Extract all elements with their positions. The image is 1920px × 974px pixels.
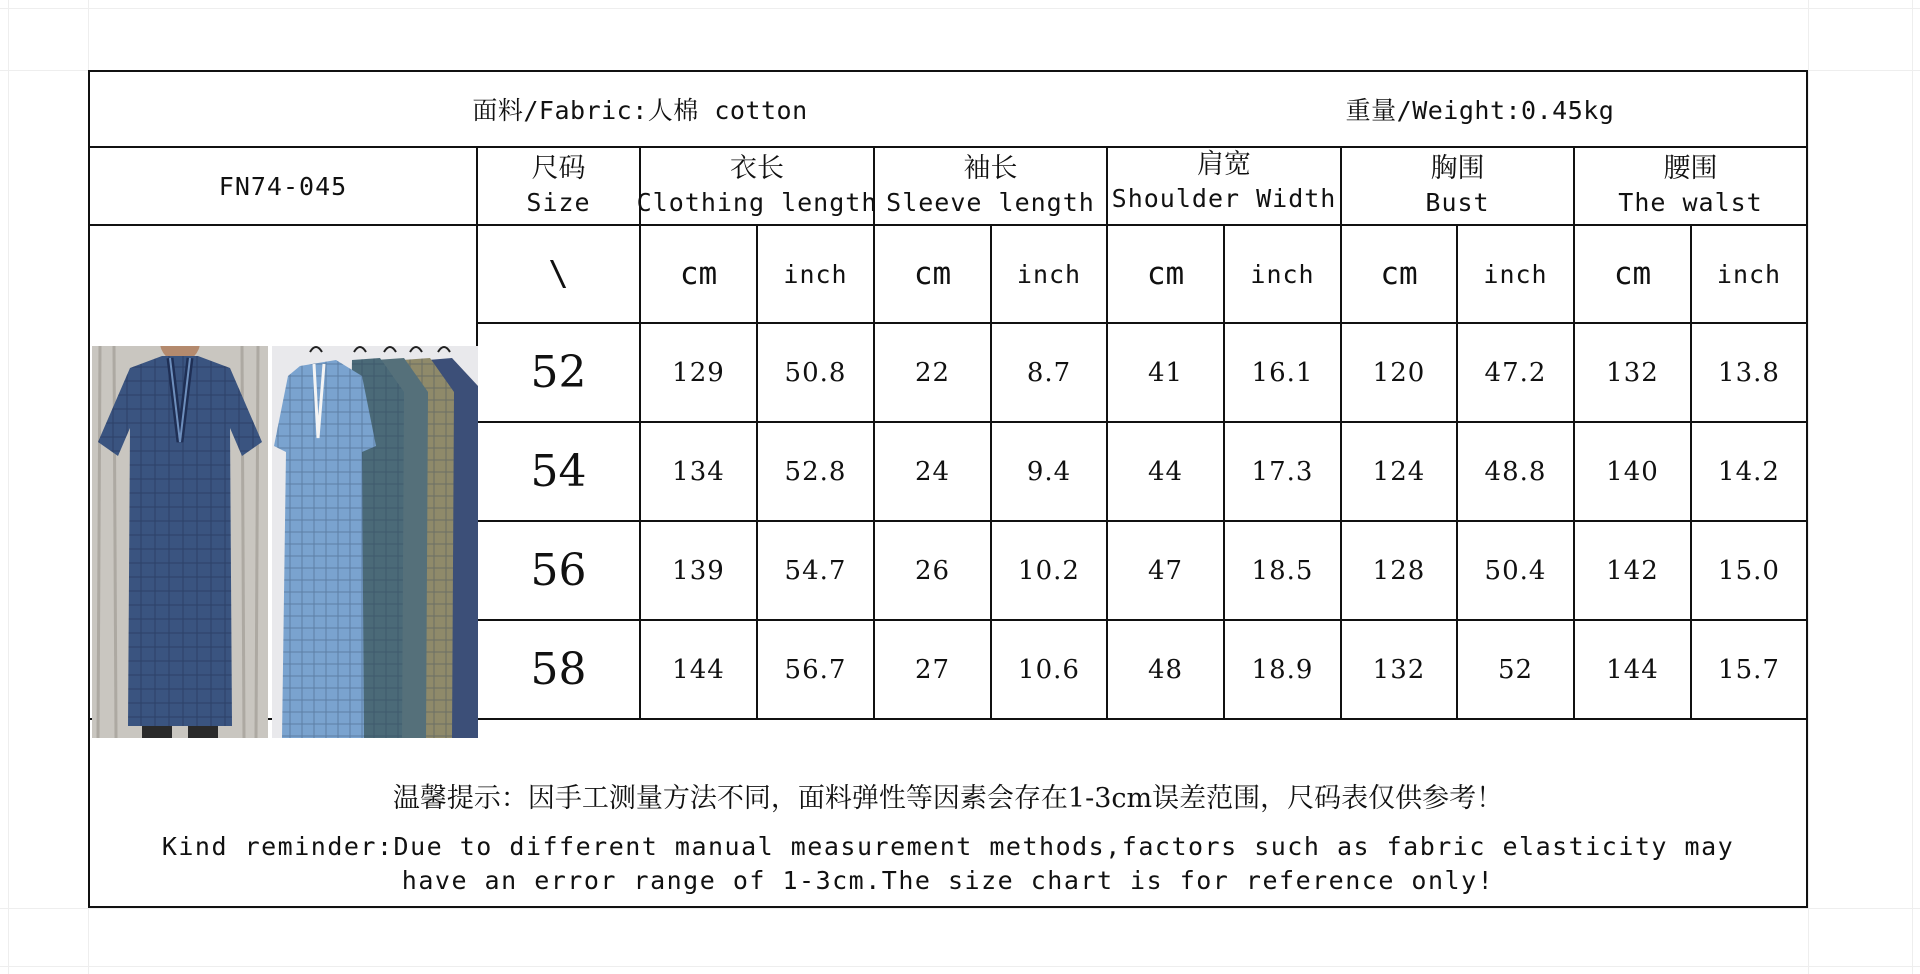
col-header-en: Clothing length <box>636 188 878 217</box>
unit-inch: inch <box>1716 259 1782 289</box>
unit-inch: inch <box>1250 259 1315 289</box>
col-header-shoulder-width <box>1108 144 1340 220</box>
measurement-value: 22 <box>914 357 951 388</box>
measurement-value: 54.7 <box>784 555 847 586</box>
measurement-value: 44 <box>1147 456 1184 487</box>
measurement-value: 15.0 <box>1718 555 1780 586</box>
measurement-value: 52.8 <box>784 456 847 487</box>
measurement-value: 128 <box>1372 555 1426 586</box>
size-value: 52 <box>530 347 587 398</box>
measurement-value: 144 <box>672 654 725 685</box>
unit-cm: cm <box>1613 256 1652 292</box>
measurement-value: 18.5 <box>1251 555 1314 586</box>
measurement-value: 26 <box>914 555 951 586</box>
reminder-zh: 温馨提示：因手工测量方法不同，面料弹性等因素会存在1-3cm误差范围，尺码表仅供参考！ <box>392 783 1504 814</box>
measurement-value: 8.7 <box>1026 357 1072 388</box>
col-header-zh: 胸围 <box>1430 153 1485 184</box>
size-value: 58 <box>530 644 587 695</box>
col-header-sleeve-length <box>875 148 1106 224</box>
unit-cm: cm <box>1380 256 1418 292</box>
measurement-value: 50.4 <box>1484 555 1547 586</box>
measurement-value: 16.1 <box>1251 357 1314 388</box>
measurement-value: 142 <box>1606 555 1659 586</box>
unit-inch: inch <box>1016 259 1082 289</box>
measurement-value: 41 <box>1147 357 1184 388</box>
measurement-value: 48.8 <box>1484 456 1547 487</box>
measurement-value: 13.8 <box>1718 357 1780 388</box>
measurement-value: 24 <box>914 456 951 487</box>
unit-inch: inch <box>783 259 848 289</box>
product-photo <box>92 346 478 738</box>
col-header-clothing-length <box>636 148 878 224</box>
col-header-en: Shoulder Width <box>1111 184 1337 213</box>
col-header-zh: 袖长 <box>963 153 1018 184</box>
measurement-value: 140 <box>1606 456 1659 487</box>
kind-reminder <box>90 740 1806 906</box>
weight-label: 重量/Weight:0.45kg <box>1345 96 1615 125</box>
col-header-zh: 腰围 <box>1663 153 1718 184</box>
measurement-value: 9.4 <box>1026 456 1072 487</box>
measurement-value: 134 <box>672 456 725 487</box>
col-header-zh: 肩宽 <box>1197 149 1251 180</box>
measurement-value: 27 <box>914 654 951 685</box>
unit-cm: cm <box>913 256 952 292</box>
measurement-value: 129 <box>672 357 725 388</box>
measurement-value: 18.9 <box>1251 654 1314 685</box>
measurement-value: 48 <box>1147 654 1184 685</box>
measurement-value: 15.7 <box>1718 654 1780 685</box>
measurement-value: 47.2 <box>1484 357 1547 388</box>
size-unit-slash: \ <box>548 254 569 294</box>
measurement-value: 124 <box>1372 456 1426 487</box>
model-code: FN74-045 <box>218 171 348 201</box>
col-header-waist <box>1575 148 1806 224</box>
measurement-value: 10.6 <box>1018 654 1080 685</box>
size-value: 56 <box>530 545 587 596</box>
measurement-value: 139 <box>672 555 725 586</box>
measurement-value: 144 <box>1606 654 1659 685</box>
col-header-zh: 衣长 <box>730 153 784 184</box>
reminder-en-line2: have an error range of 1-3cm.The size chart is for reference only! <box>401 866 1495 895</box>
size-value: 54 <box>530 446 587 497</box>
col-header-size <box>478 148 639 224</box>
measurement-value: 52 <box>1497 654 1534 685</box>
measurement-value: 17.3 <box>1251 456 1314 487</box>
col-header-bust <box>1342 148 1573 224</box>
unit-inch: inch <box>1483 259 1548 289</box>
unit-cm: cm <box>679 256 718 292</box>
unit-cm: cm <box>1146 256 1185 292</box>
measurement-value: 132 <box>1606 357 1659 388</box>
measurement-value: 56.7 <box>784 654 847 685</box>
measurement-value: 47 <box>1147 555 1184 586</box>
fabric-label: 面料/Fabric:人棉 cotton <box>472 96 808 125</box>
col-header-en: The walst <box>1618 188 1763 217</box>
measurement-value: 10.2 <box>1018 555 1080 586</box>
size-chart-table <box>88 70 1808 908</box>
col-header-zh: 尺码 <box>531 153 586 184</box>
reminder-en-line1: Kind reminder:Due to different manual measurement methods,factors such as fabric elasticity may <box>161 832 1735 861</box>
col-header-en: Bust <box>1425 188 1490 217</box>
measurement-value: 120 <box>1372 357 1426 388</box>
col-header-en: Sleeve length <box>886 188 1095 217</box>
col-header-en: Size <box>526 188 591 217</box>
measurement-value: 14.2 <box>1718 456 1780 487</box>
measurement-value: 50.8 <box>784 357 847 388</box>
measurement-value: 132 <box>1372 654 1426 685</box>
